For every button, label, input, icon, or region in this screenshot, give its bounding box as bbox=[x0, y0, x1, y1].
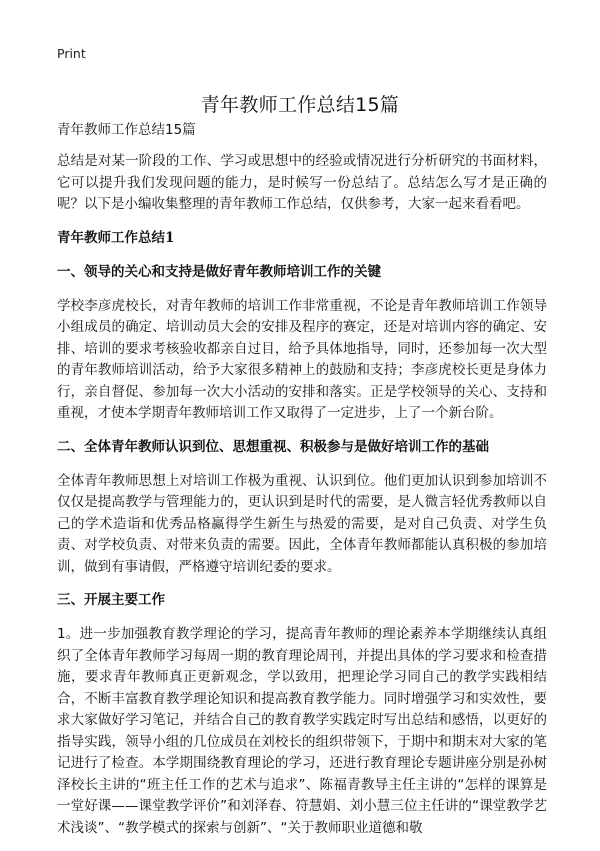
intro-paragraph: 总结是对某一阶段的工作、学习或思想中的经验或情况进行分析研究的书面材料，它可以提升我们发现问题的能力，是时候写一份总结了。总结怎么写才是正确的呢？以下是小编收集整理的青年教师工作总结，仅供参考，大家一起来看看吧。 bbox=[57, 153, 547, 212]
section-heading-3: 三、开展主要工作 bbox=[57, 592, 165, 608]
section-heading-2: 二、全体青年教师认识到位、思想重视、积极参与是做好培训工作的基础 bbox=[57, 438, 489, 455]
article-body bbox=[57, 120, 547, 851]
section-body-2: 全体青年教师思想上对培训工作极为重视、认识到位。他们更加认识到参加培训不仅仅是提高教学与管理能力的，更认识到是时代的需要，是人微言轻优秀教师以自己的学术造诣和优秀品格赢得学生新生与热爱的需要，是对自己负责、对学生负责、对学校负责、对带来负责的需要。因此，全体青年教师都能认真积极的参加培训，做到有事请假，严格遵守培训纪委的要求。 bbox=[57, 472, 547, 575]
article-heading: 青年教师工作总结1 bbox=[57, 229, 175, 246]
page-title: 青年教师工作总结15篇 bbox=[200, 93, 400, 116]
section-body-3: 1。进一步加强教育教学理论的学习，提高青年教师的理论素养本学期继续认真组织了全体青年教师学习每周一期的教育理论周刊，并提出具体的学习要求和检查措施，要求青年教师真正更新观念，学以致用，把理论学习同自己的教学实践相结合，不断丰富教育教学理论知识和提高教育教学能力。同时增强学习和实效性，要求大家做好学习笔记，并结合自己的教育教学实践定时写出总结和感悟，以更好的指导实践，领导小组的几位成员在刘校长的组织带领下，于期中和期末对大家的笔记进行了检查。本学期围绕教育理论的学习，还进行教育理论专题讲座分别是孙树泽校长主讲的“班主任工作的艺术与追求”、陈福青教导主任主讲的“怎样的课算是一堂好课——课堂教学评价”和刘泽春、符慧娟、刘小慧三位主任讲的“课堂教学艺术浅谈”、“教学模式的探索与创新”、“关于教师职业道德和敬 bbox=[57, 626, 547, 836]
print-button[interactable]: Print bbox=[57, 46, 86, 61]
section-heading-1: 一、领导的关心和支持是做好青年教师培训工作的关键 bbox=[57, 263, 381, 280]
document-subtitle: 青年教师工作总结15篇 bbox=[57, 122, 196, 138]
section-body-1: 学校李彦虎校长，对青年教师的培训工作非常重视，不论是青年教师培训工作领导小组成员的确定、培训动员大会的安排及程序的赛定，还是对培训内容的确定、安排、培训的要求考核验收都亲自过目，给予具体地指导，同时，还参加每一次大型的青年教师培训活动，给予大家很多精神上的鼓励和支持；李彦虎校长更是身体力行，亲自督促、参加每一次大小活动的安排和落实。正是学校领导的关心、支持和重视，才使本学期青年教师培训工作又取得了一定进步，上了一个新台阶。 bbox=[57, 297, 547, 421]
